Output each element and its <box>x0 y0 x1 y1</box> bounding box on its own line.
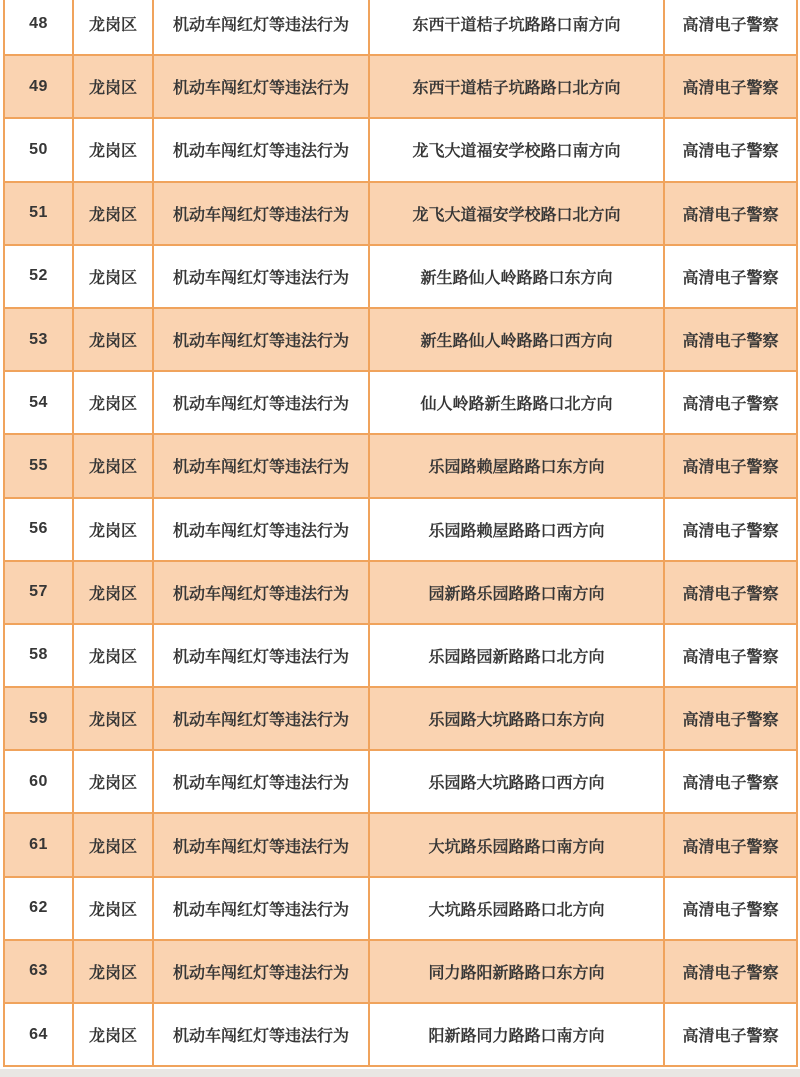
table-row <box>4 1003 797 1066</box>
cell-row-number: 53 <box>4 308 73 371</box>
cell-row-number: 50 <box>4 118 73 181</box>
table-row <box>4 561 797 624</box>
cell-device-type: 高清电子警察 <box>664 118 797 181</box>
cell-row-number: 57 <box>4 561 73 624</box>
cell-location: 东西干道桔子坑路路口北方向 <box>369 55 664 118</box>
cell-device-type: 高清电子警察 <box>664 434 797 497</box>
cell-violation-type: 机动车闯红灯等违法行为 <box>153 0 369 55</box>
table-row <box>4 498 797 561</box>
cell-violation-type: 机动车闯红灯等违法行为 <box>153 750 369 813</box>
table-row <box>4 245 797 308</box>
cell-district: 龙岗区 <box>73 750 153 813</box>
cell-district: 龙岗区 <box>73 940 153 1003</box>
cell-location: 阳新路同力路路口南方向 <box>369 1003 664 1066</box>
cell-violation-type: 机动车闯红灯等违法行为 <box>153 1003 369 1066</box>
cell-district: 龙岗区 <box>73 813 153 876</box>
cell-device-type: 高清电子警察 <box>664 182 797 245</box>
table-row <box>4 182 797 245</box>
cell-row-number: 51 <box>4 182 73 245</box>
cell-row-number: 58 <box>4 624 73 687</box>
cell-row-number: 59 <box>4 687 73 750</box>
table-row <box>4 940 797 1003</box>
table-row <box>4 55 797 118</box>
table-row <box>4 750 797 813</box>
cell-violation-type: 机动车闯红灯等违法行为 <box>153 434 369 497</box>
cell-location: 同力路阳新路路口东方向 <box>369 940 664 1003</box>
cell-district: 龙岗区 <box>73 308 153 371</box>
cell-device-type: 高清电子警察 <box>664 245 797 308</box>
cell-violation-type: 机动车闯红灯等违法行为 <box>153 308 369 371</box>
table-row <box>4 371 797 434</box>
cell-device-type: 高清电子警察 <box>664 55 797 118</box>
cell-violation-type: 机动车闯红灯等违法行为 <box>153 245 369 308</box>
cell-location: 大坑路乐园路路口南方向 <box>369 813 664 876</box>
cell-location: 仙人岭路新生路路口北方向 <box>369 371 664 434</box>
cell-violation-type: 机动车闯红灯等违法行为 <box>153 813 369 876</box>
cell-device-type: 高清电子警察 <box>664 371 797 434</box>
cell-device-type: 高清电子警察 <box>664 940 797 1003</box>
cell-district: 龙岗区 <box>73 371 153 434</box>
traffic-camera-table <box>3 0 798 1067</box>
cell-row-number: 48 <box>4 0 73 55</box>
cell-row-number: 49 <box>4 55 73 118</box>
cell-district: 龙岗区 <box>73 877 153 940</box>
table-row <box>4 624 797 687</box>
cell-location: 大坑路乐园路路口北方向 <box>369 877 664 940</box>
cell-district: 龙岗区 <box>73 245 153 308</box>
cell-district: 龙岗区 <box>73 561 153 624</box>
table-row <box>4 434 797 497</box>
cell-device-type: 高清电子警察 <box>664 561 797 624</box>
traffic-camera-table-wrap <box>3 0 796 1067</box>
table-body <box>4 0 797 1066</box>
cell-row-number: 64 <box>4 1003 73 1066</box>
cell-device-type: 高清电子警察 <box>664 1003 797 1066</box>
cell-violation-type: 机动车闯红灯等违法行为 <box>153 940 369 1003</box>
cell-violation-type: 机动车闯红灯等违法行为 <box>153 624 369 687</box>
cell-district: 龙岗区 <box>73 624 153 687</box>
cell-district: 龙岗区 <box>73 1003 153 1066</box>
cell-row-number: 60 <box>4 750 73 813</box>
cell-location: 乐园路赖屋路路口西方向 <box>369 498 664 561</box>
page-bottom-strip <box>0 1069 800 1077</box>
table-row <box>4 308 797 371</box>
cell-district: 龙岗区 <box>73 434 153 497</box>
cell-location: 龙飞大道福安学校路口南方向 <box>369 118 664 181</box>
cell-location: 乐园路大坑路路口西方向 <box>369 750 664 813</box>
cell-device-type: 高清电子警察 <box>664 624 797 687</box>
cell-row-number: 54 <box>4 371 73 434</box>
cell-violation-type: 机动车闯红灯等违法行为 <box>153 371 369 434</box>
cell-location: 乐园路园新路路口北方向 <box>369 624 664 687</box>
cell-violation-type: 机动车闯红灯等违法行为 <box>153 55 369 118</box>
cell-location: 乐园路赖屋路路口东方向 <box>369 434 664 497</box>
cell-row-number: 61 <box>4 813 73 876</box>
cell-device-type: 高清电子警察 <box>664 750 797 813</box>
cell-violation-type: 机动车闯红灯等违法行为 <box>153 118 369 181</box>
cell-violation-type: 机动车闯红灯等违法行为 <box>153 498 369 561</box>
cell-district: 龙岗区 <box>73 0 153 55</box>
cell-location: 新生路仙人岭路路口东方向 <box>369 245 664 308</box>
cell-device-type: 高清电子警察 <box>664 308 797 371</box>
cell-row-number: 52 <box>4 245 73 308</box>
cell-device-type: 高清电子警察 <box>664 877 797 940</box>
cell-device-type: 高清电子警察 <box>664 498 797 561</box>
cell-location: 园新路乐园路路口南方向 <box>369 561 664 624</box>
cell-location: 东西干道桔子坑路路口南方向 <box>369 0 664 55</box>
cell-violation-type: 机动车闯红灯等违法行为 <box>153 687 369 750</box>
cell-row-number: 62 <box>4 877 73 940</box>
cell-row-number: 63 <box>4 940 73 1003</box>
cell-violation-type: 机动车闯红灯等违法行为 <box>153 877 369 940</box>
cell-device-type: 高清电子警察 <box>664 0 797 55</box>
table-row <box>4 813 797 876</box>
cell-district: 龙岗区 <box>73 118 153 181</box>
table-row <box>4 0 797 55</box>
cell-row-number: 56 <box>4 498 73 561</box>
table-row <box>4 687 797 750</box>
cell-district: 龙岗区 <box>73 182 153 245</box>
cell-location: 乐园路大坑路路口东方向 <box>369 687 664 750</box>
table-row <box>4 877 797 940</box>
cell-district: 龙岗区 <box>73 55 153 118</box>
cell-district: 龙岗区 <box>73 498 153 561</box>
cell-district: 龙岗区 <box>73 687 153 750</box>
cell-row-number: 55 <box>4 434 73 497</box>
cell-device-type: 高清电子警察 <box>664 687 797 750</box>
cell-device-type: 高清电子警察 <box>664 813 797 876</box>
cell-location: 新生路仙人岭路路口西方向 <box>369 308 664 371</box>
cell-violation-type: 机动车闯红灯等违法行为 <box>153 561 369 624</box>
cell-violation-type: 机动车闯红灯等违法行为 <box>153 182 369 245</box>
table-row <box>4 118 797 181</box>
cell-location: 龙飞大道福安学校路口北方向 <box>369 182 664 245</box>
